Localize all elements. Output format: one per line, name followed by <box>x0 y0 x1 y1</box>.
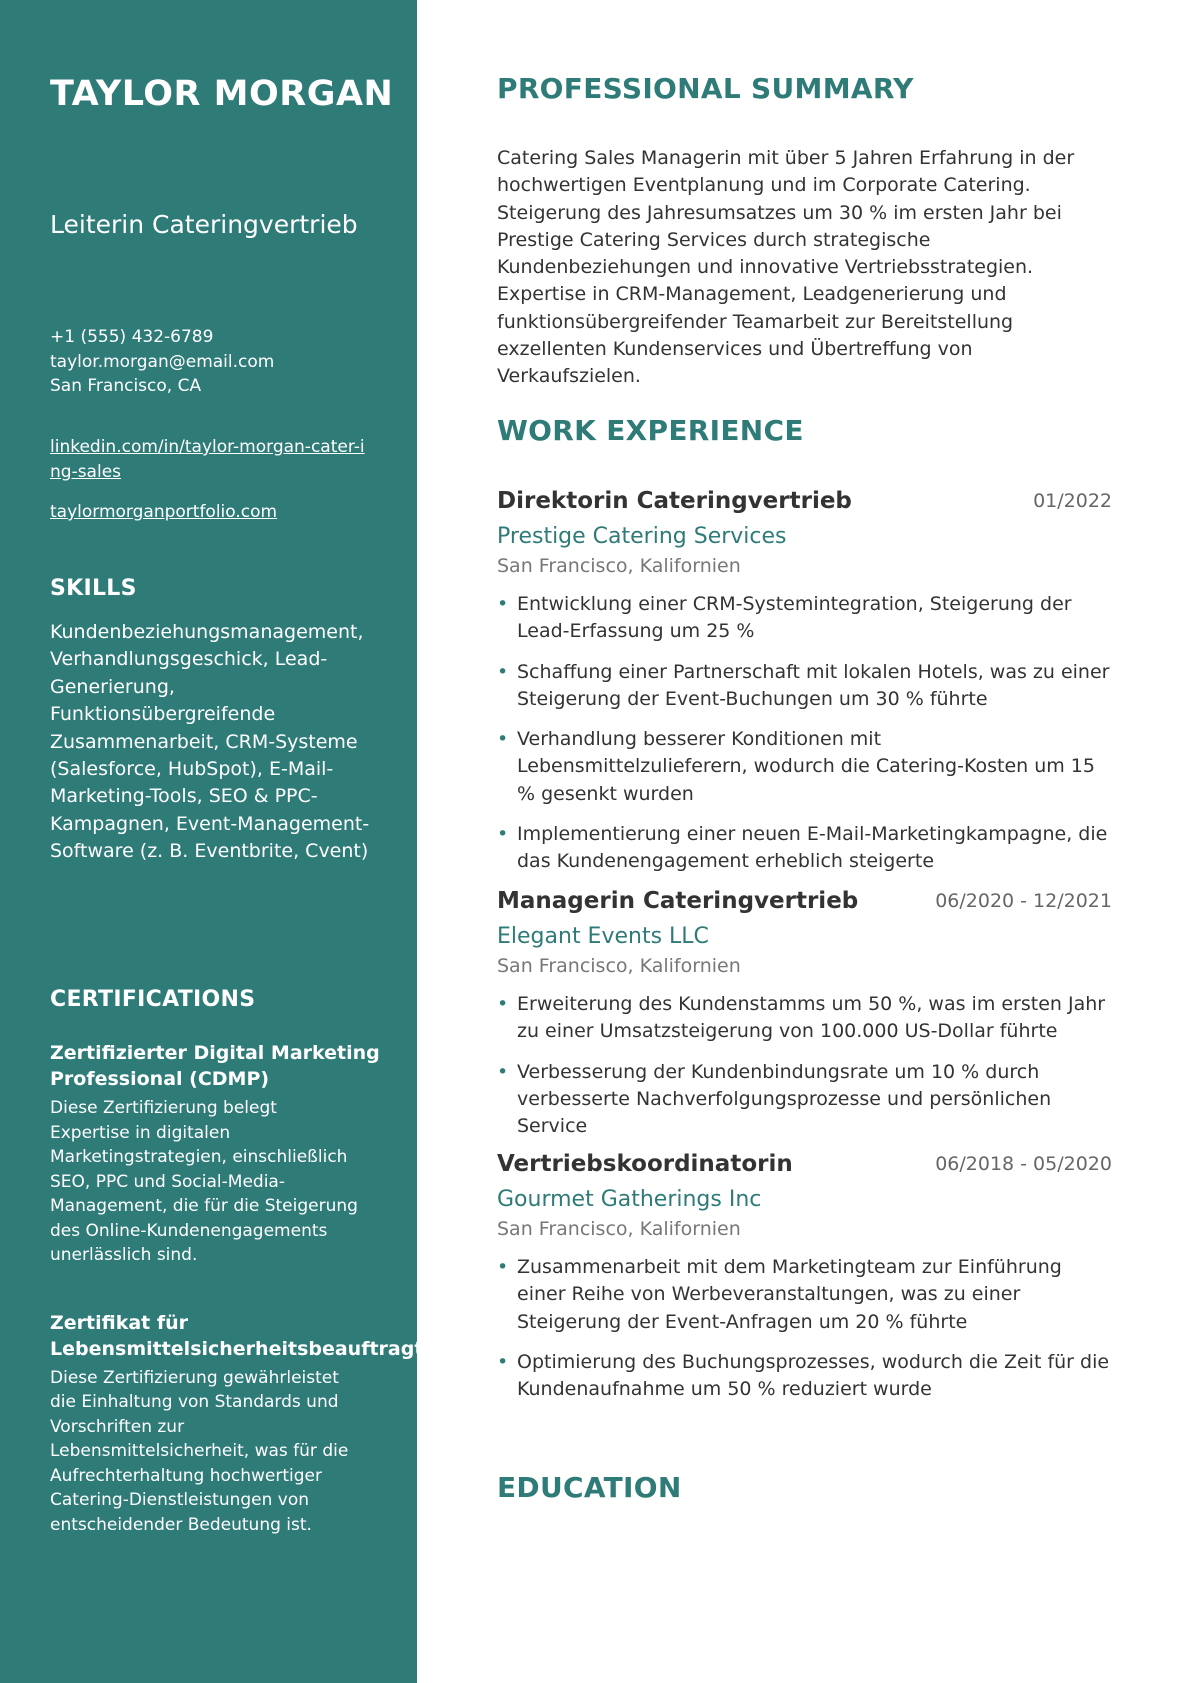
job-date: 01/2022 <box>1033 490 1112 512</box>
experience-heading: WORK EXPERIENCE <box>497 414 804 447</box>
job-company: Gourmet Gatherings Inc <box>497 1187 762 1212</box>
bullet-icon: • <box>497 728 509 751</box>
job-bullets <box>497 591 1112 876</box>
job-role: Direktorin Cateringvertrieb <box>497 488 852 514</box>
candidate-title: Leiterin Cateringvertrieb <box>50 210 358 239</box>
list-item: • Entwicklung einer CRM-Systemintegration, Steigerung der Lead-Erfassung um 25 % <box>497 593 1072 643</box>
bullet-icon: • <box>497 1060 509 1083</box>
list-item: • Schaffung einer Partnerschaft mit lokalen Hotels, was zu einer Steigerung der Event-Buchungen um 30 % führte <box>497 660 1110 710</box>
job-entry <box>497 1151 1112 1403</box>
candidate-name: TAYLOR MORGAN <box>50 74 394 114</box>
sidebar <box>0 0 437 1683</box>
bullet-icon: • <box>497 1350 509 1373</box>
certification-title: Zertifizierter Digital Marketing Professional (CDMP) <box>50 1042 380 1090</box>
summary-text: Catering Sales Managerin mit über 5 Jahren Erfahrung in der hochwertigen Eventplanung und im Corporate Catering. Steigerung des Jahresumsatzes um 30 % im ersten Jahr bei Prestige Catering Services durch strategische Kundenbeziehungen und innovative Vertriebsstrategien. Expertise in CRM-Management, Leadgenerierung und funktionsübergreifender Teamarbeit zur Bereitstellung exzellenten Kundenservices und Übertreffung von Verkaufszielen. <box>497 147 1075 388</box>
skills-list: Kundenbeziehungsmanagement, Verhandlungsgeschick, Lead-Generierung, Funktionsübergreifende Zusammenarbeit, CRM-Systeme (Salesforce, HubSpot), E-Mail-Marketing-Tools, SEO & PPC-Kampagnen, Event-Management-Software (z. B. Eventbrite, Cvent) <box>50 621 370 863</box>
list-item: • Verhandlung besserer Konditionen mit Lebensmittelzulieferern, wodurch die Catering-Kosten um 15 % gesenkt wurden <box>497 728 1095 805</box>
job-location: San Francisco, Kalifornien <box>497 555 741 577</box>
bullet-icon: • <box>497 593 509 615</box>
certification-item <box>50 1310 437 1538</box>
job-location: San Francisco, Kalifornien <box>497 955 741 977</box>
certifications-section <box>50 987 437 1537</box>
email-address: taylor.morgan@email.com <box>50 351 275 372</box>
bullet-icon: • <box>497 823 509 846</box>
summary-heading: PROFESSIONAL SUMMARY <box>497 72 914 105</box>
skills-heading: SKILLS <box>50 576 137 601</box>
bullet-icon: • <box>497 993 509 1015</box>
list-item: • Erweiterung des Kundenstamms um 50 %, was im ersten Jahr zu einer Umsatzsteigerung von 100.000 US-Dollar führte <box>497 993 1106 1043</box>
job-company: Elegant Events LLC <box>497 924 709 949</box>
job-bullets <box>497 991 1112 1140</box>
job-bullets <box>497 1254 1112 1403</box>
certification-description: Diese Zertifizierung belegt Expertise in digitalen Marketingstrategien, einschließlich SEO, PPC und Social-Media-Management, die für die Steigerung des Online-Kundenengagements unerlässlich sind. <box>50 1098 358 1265</box>
list-item: • Optimierung des Buchungsprozesses, wodurch die Zeit für die Kundenaufnahme um 50 % reduziert wurde <box>497 1350 1110 1401</box>
job-role: Managerin Cateringvertrieb <box>497 888 859 914</box>
job-entry <box>497 488 1112 876</box>
location: San Francisco, CA <box>50 376 202 396</box>
portfolio-link[interactable]: taylormorganportfolio.com <box>50 502 278 522</box>
linkedin-link[interactable]: linkedin.com/in/taylor-morgan-cater-ing-sales <box>50 437 365 482</box>
job-company: Prestige Catering Services <box>497 524 787 549</box>
certification-description: Diese Zertifizierung gewährleistet die Einhaltung von Standards und Vorschriften zur Lebensmittelsicherheit, was für die Aufrechterhaltung hochwertiger Catering-Dienstleistungen von entscheidender Bedeutung ist. <box>50 1367 349 1535</box>
job-date: 06/2020 - 12/2021 <box>935 890 1112 912</box>
contact-info <box>50 325 274 399</box>
phone-number: +1 (555) 432-6789 <box>50 327 214 347</box>
certification-item <box>50 1040 410 1268</box>
job-date: 06/2018 - 05/2020 <box>935 1153 1112 1175</box>
skills-section <box>50 576 380 866</box>
list-item: • Verbesserung der Kundenbindungsrate um 10 % durch verbesserte Nachverfolgungsprozesse und persönlichen Service <box>497 1060 1052 1138</box>
bullet-icon: • <box>497 1256 509 1278</box>
job-role: Vertriebskoordinatorin <box>497 1151 793 1177</box>
certification-title: Zertifikat für Lebensmittelsicherheitsbeauftragte <box>50 1311 437 1360</box>
education-heading: EDUCATION <box>497 1471 682 1504</box>
list-item: • Zusammenarbeit mit dem Marketingteam zur Einführung einer Reihe von Werbeveranstaltungen, was zu einer Steigerung der Event-Anfragen um 20 % führte <box>497 1256 1062 1333</box>
certifications-heading: CERTIFICATIONS <box>50 987 256 1012</box>
profile-links <box>50 435 370 525</box>
job-entry <box>497 888 1112 1140</box>
bullet-icon: • <box>497 660 509 683</box>
job-location: San Francisco, Kalifornien <box>497 1218 741 1240</box>
list-item: • Implementierung einer neuen E-Mail-Marketingkampagne, die das Kundenengagement erheblich steigerte <box>497 823 1108 873</box>
